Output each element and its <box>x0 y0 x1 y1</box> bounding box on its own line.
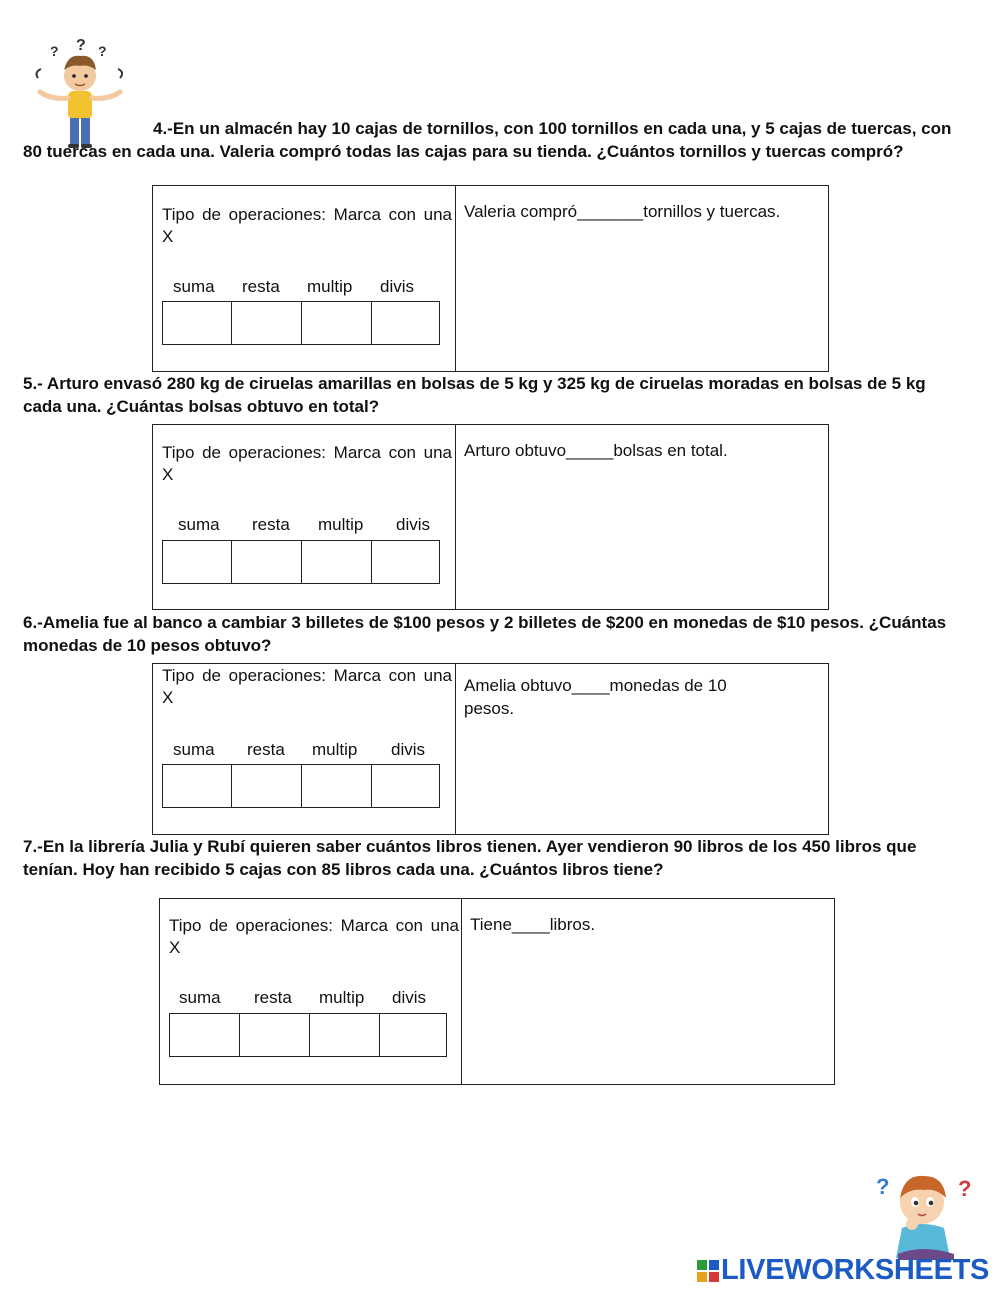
op-suma-label: suma <box>178 515 220 534</box>
svg-text:?: ? <box>76 38 86 54</box>
logo-text: LIVEWORKSHEETS <box>721 1254 990 1286</box>
op-suma-checkbox[interactable] <box>170 1014 239 1056</box>
svg-text:?: ? <box>958 1176 972 1201</box>
op-resta-checkbox[interactable] <box>231 302 301 344</box>
operation-type-label: Tipo de operaciones: Marca con una X <box>162 443 452 484</box>
op-suma-checkbox[interactable] <box>163 541 231 583</box>
op-divis-label: divis <box>396 515 431 534</box>
operation-labels <box>162 515 442 537</box>
op-multip-checkbox[interactable] <box>309 1014 379 1056</box>
op-divis-checkbox[interactable] <box>371 765 439 807</box>
problem-box <box>152 185 829 372</box>
problem-box <box>152 663 829 835</box>
operation-type-label: Tipo de operaciones: Marca con una X <box>162 666 452 707</box>
answer-sentence[interactable]: Valeria compró_______tornillos y tuercas. <box>464 202 781 221</box>
problem-statement: 6.-Amelia fue al banco a cambiar 3 billetes de $100 pesos y 2 billetes de $200 en monedas de $10 pesos. ¿Cuántas monedas de 10 pesos obtuvo? <box>23 613 947 655</box>
op-multip-label: multip <box>319 988 365 1007</box>
op-multip-label: multip <box>312 740 358 759</box>
answer-sentence[interactable]: Amelia obtuvo____monedas de 10 pesos. <box>464 676 727 718</box>
problem-box <box>152 424 829 610</box>
liveworksheets-logo-icon <box>697 1260 719 1282</box>
op-divis-label: divis <box>391 740 426 759</box>
op-multip-checkbox[interactable] <box>301 302 371 344</box>
op-resta-checkbox[interactable] <box>239 1014 309 1056</box>
op-multip-label: multip <box>307 277 353 296</box>
problem-statement: 5.- Arturo envasó 280 kg de ciruelas amarillas en bolsas de 5 kg y 325 kg de ciruelas moradas en bolsas de 5 kg cada una. ¿Cuántas bolsas obtuvo en total? <box>23 374 926 416</box>
op-divis-checkbox[interactable] <box>371 302 439 344</box>
op-multip-checkbox[interactable] <box>301 541 371 583</box>
answer-sentence[interactable]: Tiene____libros. <box>470 915 596 934</box>
problem-statement: 7.-En la librería Julia y Rubí quieren saber cuántos libros tienen. Ayer vendieron 90 libros de los 450 libros que tenían. Hoy han recibido 5 cajas con 85 libros cada una. ¿Cuántos libros tiene? <box>23 837 917 879</box>
problem-statement: 4.-En un almacén hay 10 cajas de tornillos, con 100 tornillos en cada una, y 5 cajas de tuercas, con 80 tuercas en cada una. Valeria compró todas las cajas para su tienda. ¿Cuántos tornillos y tuercas compró? <box>23 119 952 161</box>
operation-checkboxes <box>162 764 440 808</box>
operation-checkboxes <box>162 301 440 345</box>
operation-type-label: Tipo de operaciones: Marca con una X <box>169 916 459 957</box>
operation-labels <box>162 740 442 762</box>
op-suma-label: suma <box>179 988 221 1007</box>
thinking-kid-icon <box>872 1168 982 1260</box>
op-resta-label: resta <box>252 515 290 534</box>
op-suma-checkbox[interactable] <box>163 765 231 807</box>
op-divis-checkbox[interactable] <box>379 1014 447 1056</box>
op-resta-label: resta <box>247 740 285 759</box>
operation-labels <box>169 988 449 1010</box>
answer-sentence[interactable]: Arturo obtuvo_____bolsas en total. <box>464 441 728 460</box>
operation-labels <box>162 277 442 299</box>
svg-text:?: ? <box>50 43 59 59</box>
op-suma-label: suma <box>173 277 215 296</box>
liveworksheets-logo <box>697 1254 997 1286</box>
op-multip-label: multip <box>318 515 364 534</box>
op-suma-label: suma <box>173 740 215 759</box>
op-divis-label: divis <box>380 277 415 296</box>
op-resta-checkbox[interactable] <box>231 765 301 807</box>
op-divis-checkbox[interactable] <box>371 541 439 583</box>
op-resta-label: resta <box>254 988 292 1007</box>
svg-text:?: ? <box>876 1174 890 1199</box>
op-divis-label: divis <box>392 988 427 1007</box>
op-suma-checkbox[interactable] <box>163 302 231 344</box>
operation-checkboxes <box>162 540 440 584</box>
operation-type-label: Tipo de operaciones: Marca con una X <box>162 205 452 246</box>
svg-text:?: ? <box>98 43 107 59</box>
op-multip-checkbox[interactable] <box>301 765 371 807</box>
problem-box <box>159 898 835 1085</box>
op-resta-label: resta <box>242 277 280 296</box>
op-resta-checkbox[interactable] <box>231 541 301 583</box>
operation-checkboxes <box>169 1013 447 1057</box>
